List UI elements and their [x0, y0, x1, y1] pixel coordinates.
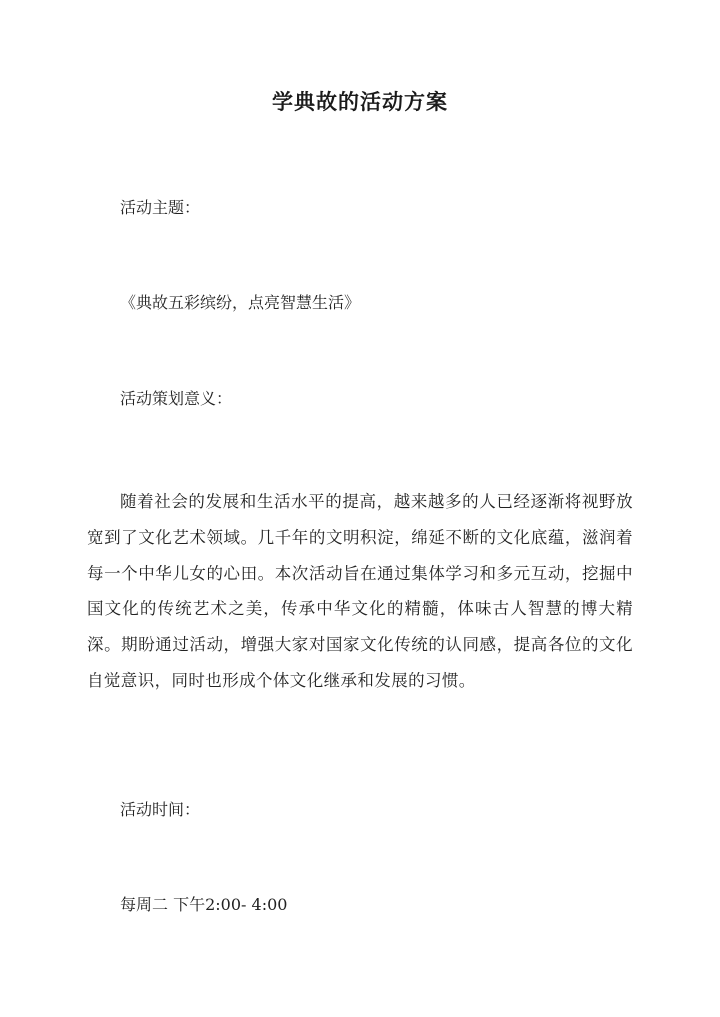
significance-paragraph: 随着社会的发展和生活水平的提高，越来越多的人已经逐渐将视野放宽到了文化艺术领域。几千年的文明积淀，绵延不断的文化底蕴，滋润着每一个中华儿女的心田。本次活动旨在通过集体学习和多元互动，挖掘中国文化的传统艺术之美，传承中华文化的精髓，体味古人智慧的博大精深。期盼通过活动，增强大家对国家文化传统的认同感，提高各位的文化自觉意识，同时也形成个体文化继承和发展的习惯。: [87, 492, 633, 690]
document-title: 学典故的活动方案: [272, 89, 448, 114]
theme-text: 《典故五彩缤纷，点亮智慧生活》: [120, 293, 361, 312]
theme-heading: 活动主题：: [120, 198, 201, 217]
time-heading: 活动时间：: [120, 800, 201, 819]
time-text: 每周二 下午2:00- 4:00: [120, 895, 288, 914]
significance-heading: 活动策划意义：: [120, 389, 233, 408]
